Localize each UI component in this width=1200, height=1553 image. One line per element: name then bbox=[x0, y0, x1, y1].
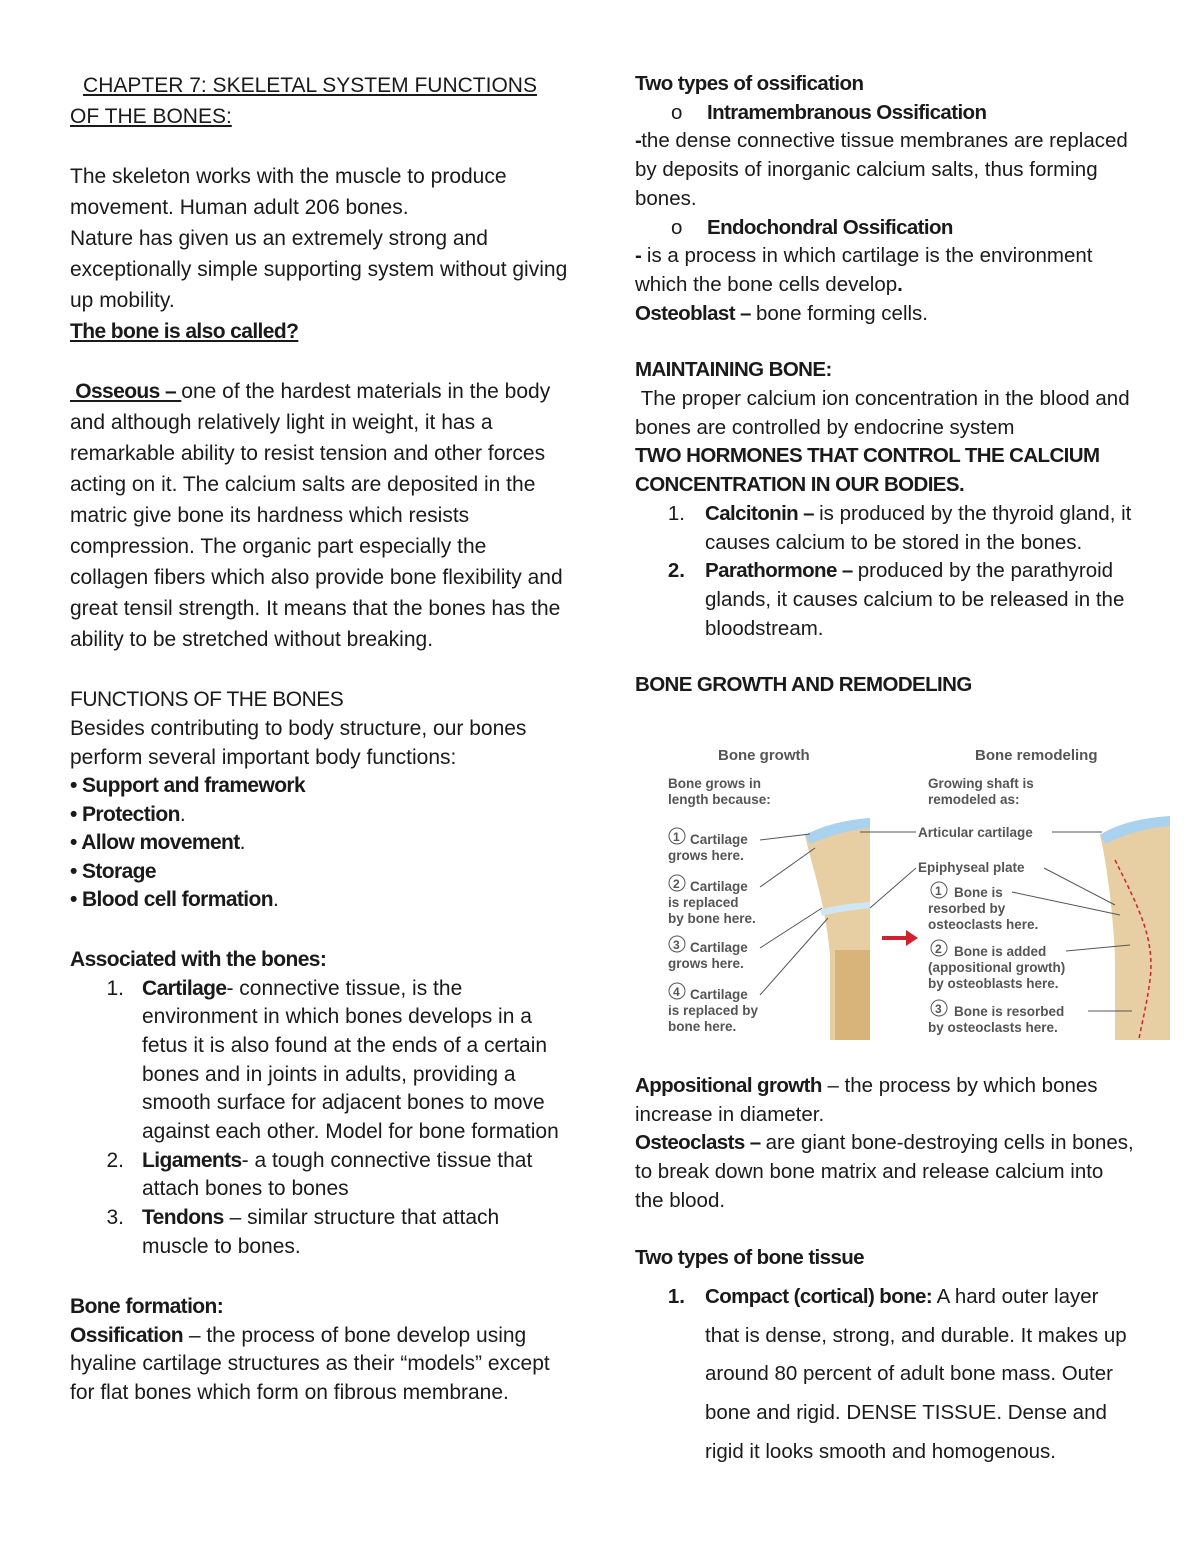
sub-item: o Intramembranous Ossification bbox=[671, 100, 987, 124]
associated-list bbox=[70, 975, 570, 1262]
osteoclasts-paragraph: Osteoclasts – are giant bone-destroying cells in bones, to break down bone matrix and release calcium into the blood. bbox=[635, 1131, 1134, 1212]
osseous-term: Osseous – bbox=[70, 380, 182, 403]
function-item: • Support and framework bbox=[70, 774, 306, 797]
function-item: • Storage bbox=[70, 859, 156, 883]
hormones-heading: TWO HORMONES THAT CONTROL THE CALCIUM CONCENTRATION IN OUR BODIES. bbox=[635, 444, 1100, 497]
figure-remodel-title: Bone remodeling bbox=[975, 747, 1098, 764]
intramembranous-text: -the dense connective tissue membranes are replaced by deposits of inorganic calcium salts, thus forming bones. bbox=[635, 129, 1128, 210]
sub-item: o Endochondral Ossification bbox=[671, 215, 953, 239]
endochondral-text: - is a process in which cartilage is the environment which the bone cells develop. bbox=[635, 244, 1093, 296]
list-item: 2. Parathormone – produced by the parathyroid glands, it causes calcium to be released in the bloodstream. bbox=[667, 559, 1125, 640]
bone-question: The bone is also called? bbox=[70, 320, 299, 343]
figure-text: is replaced bbox=[668, 895, 739, 910]
list-item: 3. Tendons – similar structure that attach muscle to bones. bbox=[106, 1206, 500, 1258]
figure-text: Cartilage bbox=[690, 879, 748, 894]
right-arrow-icon bbox=[882, 930, 918, 946]
figure-text: 3 bbox=[673, 938, 680, 952]
bone-remodeling-illustration bbox=[1100, 816, 1170, 1040]
maintaining-heading: MAINTAINING BONE: bbox=[635, 358, 832, 382]
figure-text: by osteoblasts here. bbox=[928, 976, 1059, 991]
list-item: 1. Compact (cortical) bone: A hard outer layer that is dense, strong, and durable. It makes up around 80 percent of adult bone mass. Outer bone and rigid. DENSE TISSUE. Dense and rigid it looks smooth and homogenous. bbox=[667, 1285, 1127, 1463]
left-column bbox=[70, 70, 570, 1407]
figure-text: (appositional growth) bbox=[928, 960, 1066, 975]
hormones-list bbox=[635, 500, 1135, 644]
figure-text: 1 bbox=[935, 884, 942, 898]
figure-text: resorbed by bbox=[928, 901, 1006, 916]
intro-paragraph-2: Nature has given us an extremely strong and exceptionally simple supporting system without giving up mobility. bbox=[70, 227, 568, 312]
figure-text: Bone grows in bbox=[668, 776, 762, 791]
functions-list bbox=[70, 772, 570, 915]
functions-intro: Besides contributing to body structure, our bones perform several important body functions: bbox=[70, 717, 527, 769]
chapter-title-line2: OF THE BONES: bbox=[70, 105, 232, 128]
figure-text: bone here. bbox=[668, 1019, 737, 1034]
growth-heading: BONE GROWTH AND REMODELING bbox=[635, 673, 972, 697]
figure-growth-title: Bone growth bbox=[718, 747, 810, 764]
figure-text: Bone is resorbed bbox=[954, 1004, 1065, 1019]
leader-line bbox=[870, 868, 916, 908]
osseous-paragraph bbox=[70, 376, 570, 655]
figure-text: osteoclasts here. bbox=[928, 917, 1039, 932]
figure-text: 2 bbox=[935, 942, 942, 956]
leader-line bbox=[760, 918, 828, 995]
function-item: • Allow movement. bbox=[70, 831, 246, 854]
figure-text: Cartilage bbox=[690, 832, 748, 847]
intro-paragraph-1: The skeleton works with the muscle to produce movement. Human adult 206 bones. bbox=[70, 165, 507, 219]
figure-text: remodeled as: bbox=[928, 792, 1020, 807]
chapter-title-line1: CHAPTER 7: SKELETAL SYSTEM FUNCTIONS bbox=[83, 74, 537, 97]
associated-heading: Associated with the bones: bbox=[70, 947, 327, 971]
figure-text: Epiphyseal plate bbox=[918, 860, 1025, 875]
leader-line bbox=[760, 834, 810, 840]
figure-text: 3 bbox=[935, 1002, 942, 1016]
appositional-paragraph: Appositional growth – the process by which bones increase in diameter. bbox=[635, 1074, 1098, 1126]
figure-text: Growing shaft is bbox=[928, 776, 1034, 791]
figure-text: 2 bbox=[673, 877, 680, 891]
figure-text: 1 bbox=[673, 830, 680, 844]
figure-text: 4 bbox=[673, 985, 680, 999]
function-item: • Protection. bbox=[70, 802, 186, 826]
figure-text: Cartilage bbox=[690, 987, 748, 1002]
list-item: 1. Calcitonin – is produced by the thyroid gland, it causes calcium to be stored in the bones. bbox=[667, 501, 1132, 554]
functions-heading: FUNCTIONS OF THE BONES bbox=[70, 688, 344, 711]
figure-text: Bone is added bbox=[954, 944, 1047, 959]
osseous-text: one of the hardest materials in the body and although relatively light in weight, it has a remarkable ability to resist tension and other forces acting on it. The calcium salts are deposited in the matric give bone its hardness which resists compression. The organic part especially the collagen fibers which also provide bone flexibility and great tensil strength. It means that the bones has the ability to be stretched without breaking. bbox=[70, 380, 563, 651]
figure-text: Bone is bbox=[954, 885, 1003, 900]
bone-growth-figure bbox=[660, 740, 1170, 1040]
figure-text: Articular cartilage bbox=[918, 825, 1033, 840]
right-column bbox=[635, 70, 1135, 700]
leader-line bbox=[1012, 892, 1120, 915]
leader-line bbox=[760, 848, 815, 887]
tissue-list bbox=[635, 1278, 1135, 1471]
shaft-cavity bbox=[835, 950, 870, 1040]
right-column-lower bbox=[635, 1072, 1135, 1471]
ossification-paragraph: Ossification – the process of bone develop using hyaline cartilage structures as their “models” except for flat bones which form on fibrous membrane. bbox=[70, 1323, 550, 1404]
osteoblast-paragraph: Osteoblast – bone forming cells. bbox=[635, 301, 928, 325]
list-item: 2. Ligaments- a tough connective tissue that attach bones to bones bbox=[106, 1148, 533, 1201]
function-item: • Blood cell formation. bbox=[70, 888, 279, 911]
figure-text: by osteoclasts here. bbox=[928, 1020, 1058, 1035]
leader-line bbox=[1044, 868, 1115, 905]
formation-heading: Bone formation: bbox=[70, 1294, 224, 1318]
figure-text: by bone here. bbox=[668, 911, 756, 926]
figure-text: grows here. bbox=[668, 848, 744, 863]
figure-text: Cartilage bbox=[690, 940, 748, 955]
figure-text: length because: bbox=[668, 792, 771, 807]
ossification-types-heading: Two types of ossification bbox=[635, 72, 864, 95]
leader-line bbox=[760, 908, 822, 948]
figure-text: grows here. bbox=[668, 956, 744, 971]
list-item: 1. Cartilage- connective tissue, is the environment in which bones develops in a fetus it is also found at the ends of a certain bones and in joints in adults, providing a smooth surface for adjacent bones to move against each other. Model for bone formation bbox=[106, 976, 559, 1144]
maintaining-text: The proper calcium ion concentration in the blood and bones are controlled by endocrine system bbox=[635, 387, 1136, 439]
tissue-heading: Two types of bone tissue bbox=[635, 1245, 864, 1269]
figure-text: is replaced by bbox=[668, 1003, 759, 1018]
